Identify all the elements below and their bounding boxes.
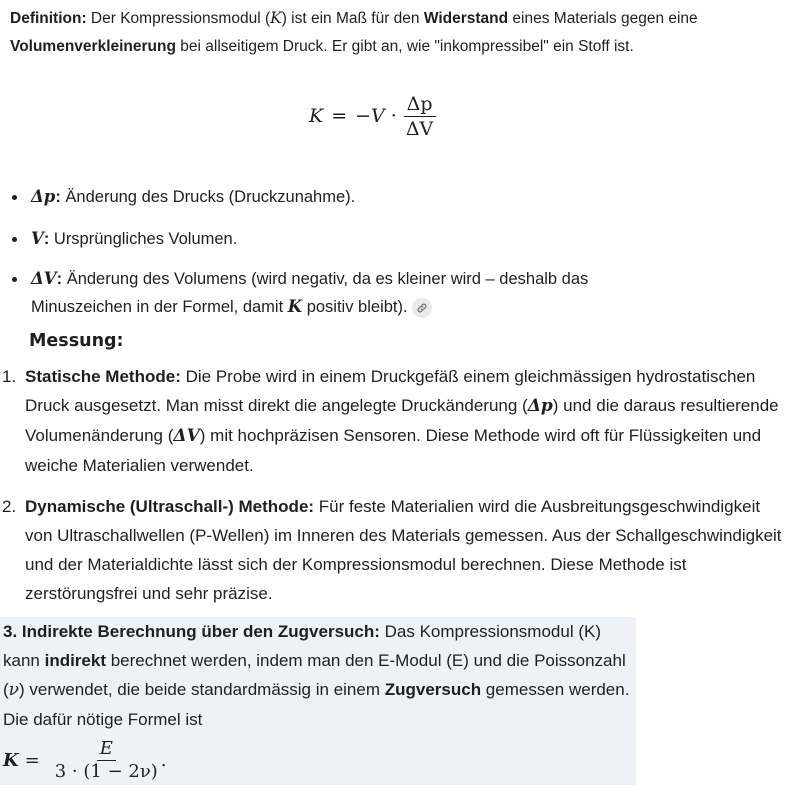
list-item xyxy=(12,225,237,253)
list-item-dynamische-methode xyxy=(2,492,787,608)
bullet-text-end: positiv bleibt). xyxy=(302,298,408,316)
definition-text-1: Der Kompressionsmodul ( xyxy=(86,10,271,27)
definition-label: Definition: xyxy=(10,10,87,27)
item-text-1: Für feste Materialien wird die Ausbreitungsgeschwindigkeit von Ultraschallwellen (P-Wellen) im Inneren des Materials gemessen. Aus der Schallgeschwindigkeit und der Materialdichte lässt sich der Kompressionsmodul berechnen. Diese Methode ist zerstörungsfrei und sehr präzise. xyxy=(25,497,782,603)
definition-paragraph xyxy=(10,4,780,61)
item-text-3: ) mit hochpräzisen Sensoren. Diese Methode wird oft für Flüssigkeiten und weiche Materialien verwendet. xyxy=(25,426,762,475)
definition-text-4: bei allseitigem Druck. Er gibt an, wie "inkompressibel" ein Stoff ist. xyxy=(175,38,634,55)
item-text-3: ) verwendet, die beide standardmässig in einem xyxy=(19,680,385,699)
item-label: 3. Indirekte Berechnung über den Zugversuch: xyxy=(3,622,380,641)
item-text-2: ) und die daraus resultierende Volumenänderung ( xyxy=(25,396,779,445)
symbol-k: K xyxy=(270,9,282,27)
bullet-colon: : xyxy=(43,230,50,248)
list-item xyxy=(12,265,672,321)
bullet-symbol: ΔV xyxy=(31,269,57,288)
bullet-text: Änderung des Drucks (Druckzunahme). xyxy=(60,188,356,206)
bullet-colon: : xyxy=(55,188,61,206)
formula-k-from-e xyxy=(3,736,636,784)
definition-text-3: eines Materials gegen eine xyxy=(508,10,698,27)
formula-bulk-modulus xyxy=(309,88,436,144)
bullet-symbol: Δp xyxy=(31,187,56,206)
item-text-4: gemessen werden. Die dafür nötige Formel ist xyxy=(3,680,630,729)
formula-lhs: K xyxy=(309,105,324,127)
term-indirekt: indirekt xyxy=(44,651,106,670)
bullet-dot xyxy=(12,277,17,282)
bullet-dot xyxy=(12,195,17,200)
term-volumenverkleinerung: Volumenverkleinerung xyxy=(10,38,176,55)
highlighted-item-indirekte-berechnung xyxy=(0,617,636,785)
item-symbol-dp: Δp xyxy=(527,396,553,416)
item-label: Statische Methode: xyxy=(25,367,181,386)
fraction-numerator: E xyxy=(97,738,116,761)
heading-messung: Messung: xyxy=(29,331,124,351)
bullet-text: Änderung des Volumens (wird negativ, da es kleiner wird – deshalb das Minuszeichen in der Formel, damit xyxy=(31,270,589,316)
fraction-numerator: Δp xyxy=(404,92,436,117)
formula-dot: · xyxy=(390,105,397,127)
bullet-symbol-k: K xyxy=(287,297,303,316)
item-text-1: Die Probe wird in einem Druckgefäß einem gleichmässigen hydrostatischen Druck ausgesetzt. Man misst direkt die angelegte Druckänderung ( xyxy=(25,367,756,415)
formula-equals: = xyxy=(24,749,40,771)
formula-minus: − xyxy=(355,105,372,127)
item-text-1: Das Kompressionsmodul (K) kann xyxy=(3,622,601,670)
item-label: Dynamische (Ultraschall-) Methode: xyxy=(25,497,315,516)
list-item-statische-methode xyxy=(2,362,787,480)
bullet-symbol: V xyxy=(31,229,44,248)
formula-fraction xyxy=(52,738,161,783)
link-icon xyxy=(416,302,428,314)
definition-text-2: ) ist ein Maß für den xyxy=(281,10,424,27)
bullet-text: Ursprüngliches Volumen. xyxy=(49,230,238,248)
formula-equals: = xyxy=(331,105,348,127)
formula-fraction xyxy=(403,92,436,141)
term-zugversuch: Zugversuch xyxy=(384,680,482,699)
formula-period: . xyxy=(160,749,167,771)
bullet-dot xyxy=(12,237,17,242)
item-3-text xyxy=(3,617,636,734)
fraction-denominator: 3 · (1 − 2ν) xyxy=(54,760,158,782)
item-text-2: berechnet werden, indem man den E-Modul (E) und die Poissonzahl ( xyxy=(3,651,626,699)
list-item xyxy=(12,183,355,211)
fraction-denominator: ΔV xyxy=(405,117,434,140)
symbol-nu: ν xyxy=(8,680,20,700)
list-number: 2. xyxy=(2,497,17,516)
term-widerstand: Widerstand xyxy=(423,10,509,27)
formula-lhs: K xyxy=(3,749,19,771)
item-symbol-dv: ΔV xyxy=(173,426,200,446)
list-number: 1. xyxy=(2,367,17,386)
bullet-colon: : xyxy=(56,270,63,288)
formula-volume: V xyxy=(371,105,385,127)
source-link-chip[interactable] xyxy=(412,298,432,318)
